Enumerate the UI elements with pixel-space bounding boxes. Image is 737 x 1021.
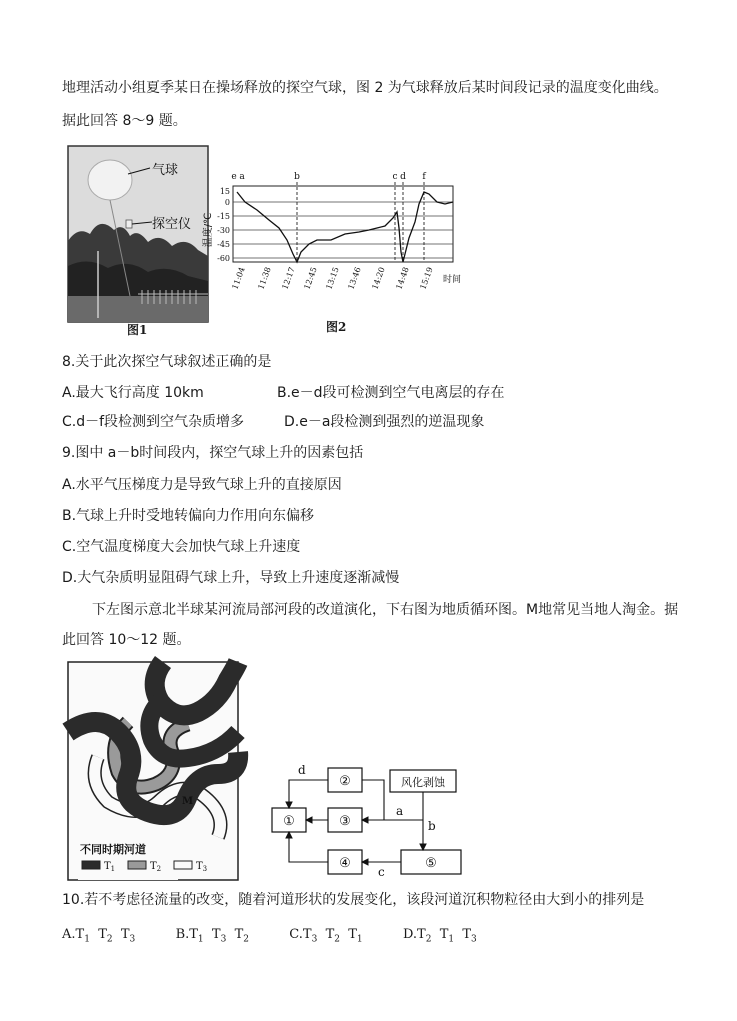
- q10-option-d: $D.T_2$ $T_1$ $T_3$: [402, 927, 477, 945]
- q8-stem: 8.关于此次探空气球叙述正确的是: [62, 354, 272, 370]
- probe-instrument: [126, 220, 132, 228]
- arrow-label-b: b: [428, 819, 436, 833]
- y-tick: 0: [224, 198, 230, 207]
- balloon: [88, 160, 132, 200]
- label-balloon: 气球: [152, 163, 179, 178]
- y-tick: 15: [219, 187, 230, 196]
- x-tick: 13:46: [346, 265, 363, 291]
- q9-stem: 9.图中 a－b时间段内，探空气球上升的因素包括: [62, 445, 364, 461]
- arrow-label-a: a: [396, 804, 404, 818]
- q8-option-c: C.d－f段检测到空气杂质增多: [62, 414, 245, 430]
- arrow-label-c: c: [378, 865, 385, 879]
- figure-2-temperature-chart: [205, 168, 470, 292]
- x-tick: 12:45: [302, 265, 319, 291]
- q9-option-b: B.气球上升时受地转偏向力作用向东偏移: [62, 508, 315, 524]
- x-tick: 13:15: [324, 265, 341, 291]
- label-instrument: 探空仪: [152, 217, 192, 232]
- x-tick: 15:19: [418, 265, 435, 291]
- point-label-a: a: [239, 172, 245, 182]
- x-tick: 14:48: [394, 265, 411, 291]
- node-4-label: ④: [339, 856, 351, 871]
- node-2-label: ②: [339, 774, 351, 789]
- point-label-d: d: [400, 172, 406, 182]
- q10-option-a: $A.T_1$ $T_2$ $T_3$: [62, 927, 136, 945]
- point-label-f: f: [422, 172, 426, 182]
- q8-option-a: A.最大飞行高度 10km: [62, 385, 204, 401]
- x-tick: 14:20: [370, 265, 387, 291]
- figure-2-caption: 图2: [326, 320, 347, 334]
- legend-t2-sub: 2: [156, 865, 162, 873]
- legend-t1-sub: 1: [110, 865, 116, 873]
- legend-t3-sub: 3: [202, 865, 208, 873]
- node-5-label: ⑤: [425, 856, 437, 871]
- legend-t2: T: [150, 861, 157, 872]
- q9-option-c: C.空气温度梯度大会加快气球上升速度: [62, 539, 301, 555]
- q10-options: [62, 925, 477, 950]
- y-tick: -15: [217, 212, 230, 221]
- q10-option-b: $B.T_1$ $T_3$ $T_2$: [175, 927, 249, 945]
- river-channel-map: [68, 662, 238, 880]
- q9-option-d: D.大气杂质明显阻碍气球上升，导致上升速度逐渐减慢: [62, 570, 400, 586]
- weathering-label: 风化剥蚀: [401, 776, 445, 789]
- legend-t1: T: [104, 861, 111, 872]
- geological-cycle-diagram: [268, 758, 468, 880]
- q10-stem: 10.若不考虑径流量的改变，随着河道形状的发展变化，该段河道沉积物粒径由大到小的排列是: [62, 892, 645, 908]
- legend-swatch-t1: [82, 861, 100, 869]
- arrow-label-d: d: [298, 763, 306, 777]
- x-tick: 11:04: [230, 265, 247, 291]
- label-M: M: [182, 796, 194, 807]
- y-tick: -60: [217, 254, 230, 263]
- temperature-curve: [237, 192, 453, 262]
- legend-swatch-t2: [128, 861, 146, 869]
- y-axis-label: 温度/℃: [203, 212, 214, 248]
- figure-1-photo: [68, 146, 208, 322]
- q8-option-b: B.e－d段可检测到空气电离层的存在: [277, 385, 505, 401]
- q8-option-d: D.e－a段检测到强烈的逆温现象: [284, 414, 485, 430]
- x-axis-label: 时间: [443, 275, 462, 285]
- figure-1-caption: 图1: [127, 323, 148, 337]
- node-3-label: ③: [339, 814, 351, 829]
- q9-option-a: A.水平气压梯度力是导致气球上升的直接原因: [62, 477, 342, 493]
- node-1-label: ①: [283, 814, 295, 829]
- legend-t3: T: [196, 861, 203, 872]
- point-label-e: e: [231, 172, 237, 182]
- q10-option-c: $C.T_3$ $T_2$ $T_1$: [289, 927, 363, 945]
- y-tick: -30: [217, 226, 230, 235]
- intro-line-1: 地理活动小组夏季某日在操场释放的探空气球，图 2 为气球释放后某时间段记录的温度变化曲线。: [62, 80, 668, 96]
- x-tick: 12:17: [280, 265, 297, 291]
- intro2-line-2: 此回答 10～12 题。: [62, 632, 191, 648]
- point-label-c: c: [392, 172, 398, 182]
- y-tick: -45: [217, 240, 230, 249]
- point-label-b: b: [294, 172, 300, 182]
- intro2-line-1: 下左图示意北半球某河流局部河段的改道演化，下右图为地质循环图。M地常见当地人淘金。据: [92, 602, 679, 618]
- intro-line-2: 据此回答 8～9 题。: [62, 113, 187, 129]
- x-tick: 11:38: [256, 265, 273, 291]
- legend-swatch-t3: [174, 861, 192, 869]
- legend-title: 不同时期河道: [80, 843, 146, 856]
